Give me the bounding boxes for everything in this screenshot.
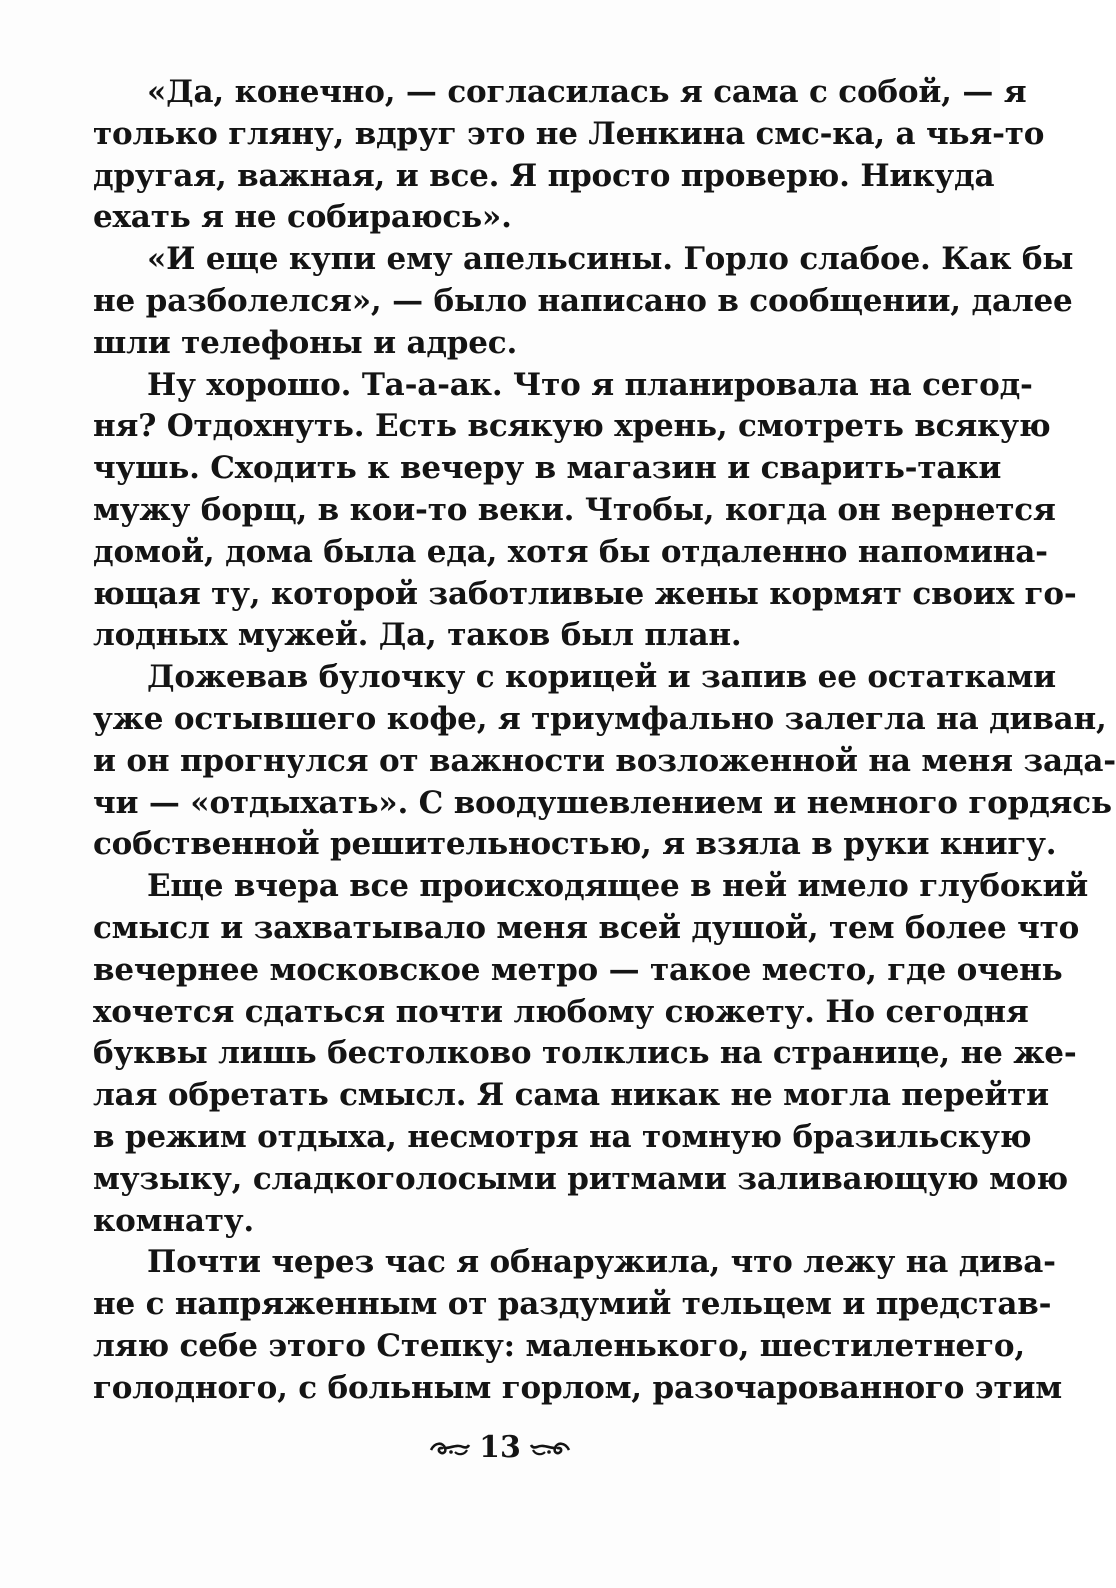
fleuron-right-icon	[529, 1436, 571, 1458]
text-line: смысл и захватывало меня всей душой, тем более что	[93, 909, 1080, 946]
paragraph	[93, 365, 1077, 658]
text-line: уже остывшего кофе, я триумфально залегла на диван,	[93, 700, 1107, 737]
text-line: буквы лишь бестолково толклись на странице, не же-	[93, 1035, 1077, 1072]
text-line: собственной решительностью, я взяла в руки книгу.	[93, 826, 1057, 863]
text-line: Дожевав булочку с корицей и запив ее остатками	[147, 659, 1056, 696]
text-line: ющая ту, которой заботливые жены кормят своих го-	[93, 575, 1077, 612]
text-line: чи — «отдыхать». С воодушевлением и немного гордясь	[93, 784, 1112, 821]
text-line: домой, дома была еда, хотя бы отдаленно напомина-	[93, 533, 1048, 570]
text-line: «И еще купи ему апельсины. Горло слабое. Как бы	[147, 241, 1074, 278]
paragraph	[93, 1242, 1063, 1409]
text-line: мужу борщ, в кои-то веки. Чтобы, когда он вернется	[93, 491, 1056, 528]
text-line: комнату.	[93, 1202, 255, 1239]
page-number: 13	[479, 1429, 521, 1465]
text-line: музыку, сладкоголосыми ритмами заливающую мою	[93, 1160, 1068, 1197]
text-line: хочется сдаться почти любому сюжету. Но сегодня	[93, 993, 1029, 1030]
text-line: не разболелся», — было написано в сообщении, далее	[93, 282, 1073, 319]
fleuron-left-icon	[429, 1436, 471, 1458]
text-line: только гляну, вдруг это не Ленкина смс-ка, а чья-то	[93, 115, 1045, 152]
text-line: не с напряженным от раздумий тельцем и представ-	[93, 1286, 1052, 1323]
paragraph	[93, 657, 1116, 866]
paragraph	[93, 239, 1074, 364]
text-line: лодных мужей. Да, таков был план.	[93, 617, 742, 654]
text-line: другая, важная, и все. Я просто проверю. Никуда	[93, 157, 995, 194]
text-line: ня? Отдохнуть. Есть всякую хрень, смотреть всякую	[93, 408, 1051, 445]
text-line: чушь. Сходить к вечеру в магазин и сварить-таки	[93, 450, 1002, 487]
text-line: ехать я не собираюсь».	[93, 199, 512, 236]
text-line: шли телефоны и адрес.	[93, 324, 518, 361]
text-line: Почти через час я обнаружила, что лежу на дива-	[147, 1244, 1056, 1281]
page-footer	[0, 1425, 1000, 1469]
text-line: ляю себе этого Степку: маленького, шестилетнего,	[93, 1327, 1025, 1364]
text-line: в режим отдыха, несмотря на томную бразильскую	[93, 1118, 1032, 1155]
text-line: голодного, с больным горлом, разочарованного этим	[93, 1369, 1063, 1406]
text-line: Ну хорошо. Та-а-ак. Что я планировала на сегод-	[147, 366, 1033, 403]
text-line: Еще вчера все происходящее в ней имело глубокий	[147, 868, 1089, 905]
body-text	[93, 72, 1116, 1410]
text-line: лая обретать смысл. Я сама никак не могла перейти	[93, 1077, 1049, 1114]
text-line: «Да, конечно, — согласилась я сама с собой, — я	[147, 74, 1027, 110]
paragraph	[93, 866, 1089, 1242]
paragraph	[93, 72, 1045, 239]
text-line: и он прогнулся от важности возложенной на меня зада-	[93, 742, 1116, 779]
text-line: вечернее московское метро — такое место, где очень	[93, 951, 1063, 988]
